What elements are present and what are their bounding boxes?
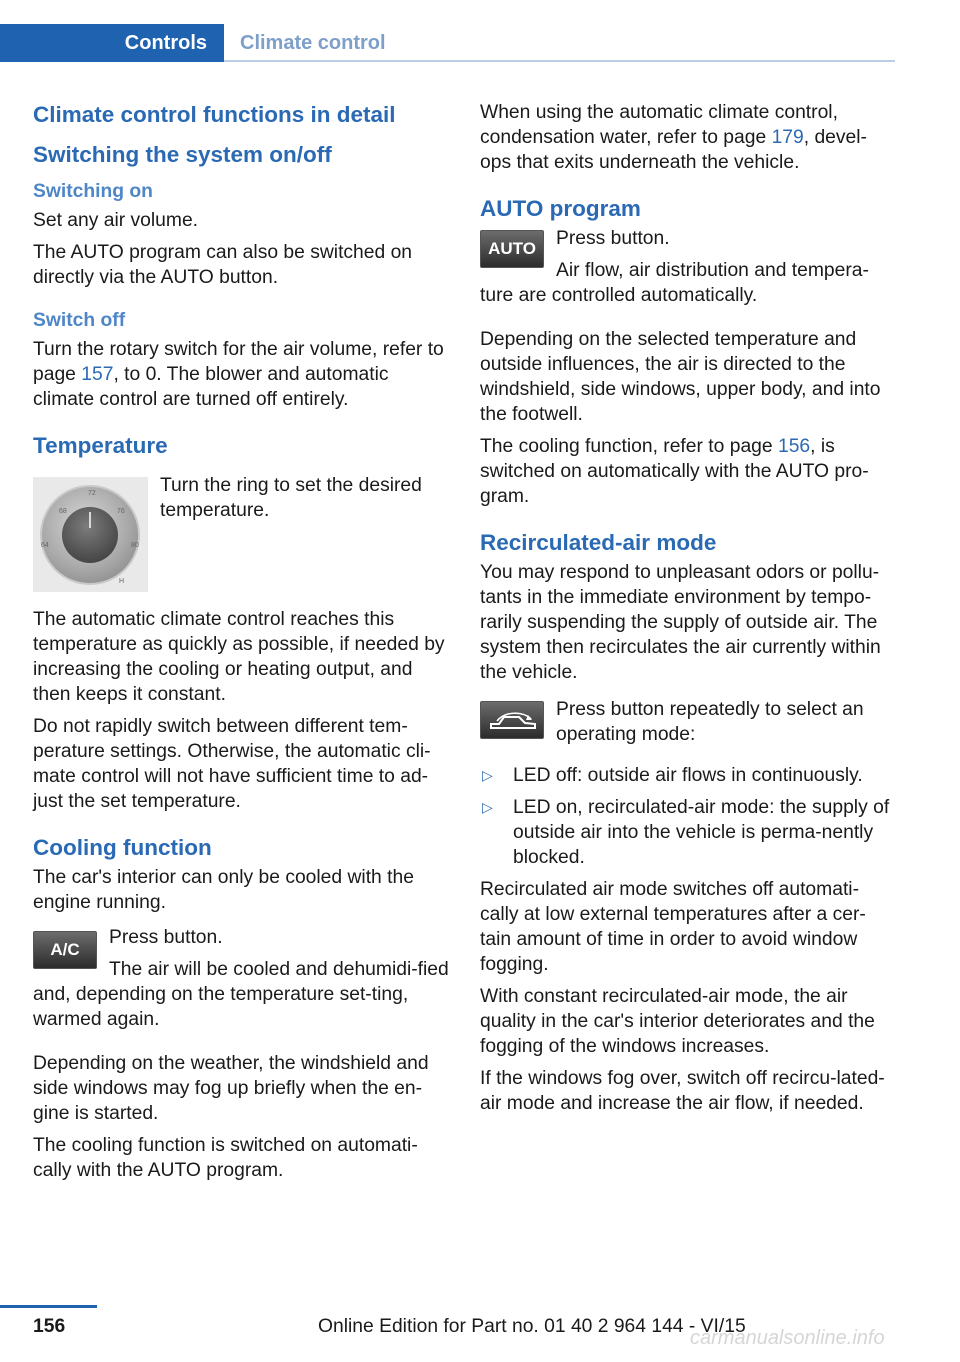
page-link-156[interactable]: 156: [777, 436, 811, 457]
temperature-knob-icon: 72 68 76 64 80 H: [33, 477, 148, 592]
heading-switching-on-off: Switching the system on/off: [33, 142, 332, 167]
heading-auto-program: AUTO program: [480, 196, 641, 221]
text-switch-on-1: Set any air volume.: [33, 210, 199, 231]
list-item: ▷ LED off: outside air flows in continuously.: [482, 765, 863, 786]
text-switch-off: Turn the rotary switch for the air volume, refer to page 157, to 0. The blower and automatic climate control are turned off entirely.: [33, 339, 444, 410]
text-cooling-1: The car's interior can only be cooled with the engine running.: [33, 867, 414, 913]
bullet-triangle-icon: ▷: [482, 767, 493, 783]
text-temperature-icon: Turn the ring to set the desired temperature.: [160, 475, 422, 521]
text-ac-press: Press button.: [109, 927, 223, 948]
heading-temperature: Temperature: [33, 433, 168, 458]
recirc-icon-block: [480, 697, 895, 757]
text-cooling-2: Depending on the weather, the windshield and side windows may fog up briefly when the en‐gine is started.: [33, 1053, 429, 1124]
page-link-157[interactable]: 157: [81, 364, 114, 385]
ac-button-icon: A/C: [33, 931, 97, 969]
left-column: [33, 100, 453, 1190]
edition-info: Online Edition for Part no. 01 40 2 964 144 - VI/15: [318, 1316, 746, 1337]
section-tab-climate-control: Climate control: [224, 24, 895, 62]
subheading-switching-on: Switching on: [33, 181, 153, 202]
heading-recirculated-air: Recirculated-air mode: [480, 530, 717, 555]
text-auto-press: Press button.: [556, 228, 670, 249]
text-temperature-1: The automatic climate control reaches this temperature as quickly as possible, if needed by increasing the cooling or heating output, and then keeps it constant.: [33, 609, 445, 705]
recirc-mode-list: [480, 763, 895, 870]
text-recirc-press: Press button repeatedly to select an operating mode:: [556, 699, 864, 745]
text-recirc-4: If the windows fog over, switch off recircu‐lated-air mode and increase the air flow, if needed.: [480, 1068, 885, 1114]
header-divider: [224, 60, 895, 62]
right-column: [480, 100, 895, 1123]
text-recirc-3: With constant recirculated-air mode, the air quality in the car's interior deteriorates and the fogging of the windows increases.: [480, 986, 875, 1057]
page-header: [0, 24, 895, 62]
text-switch-on-2: The AUTO program can also be switched on directly via the AUTO button.: [33, 242, 413, 288]
text-auto-desc: Air flow, air distribution and tempera‐ture are controlled automatically.: [480, 260, 869, 306]
text-ac-desc: The air will be cooled and dehumidi‐fied and, depending on the temperature set‐ting, warmed again.: [33, 959, 449, 1030]
text-temperature-2: Do not rapidly switch between different tem‐perature settings. Otherwise, the automatic cli‐mate control will not have sufficient time to ad‐just the set temperature.: [33, 716, 431, 812]
footer-divider: [0, 1305, 97, 1308]
bullet-triangle-icon: ▷: [482, 799, 493, 815]
text-recirc-1: You may respond to unpleasant odors or pollu‐tants in the immediate environment by tempo‐rarily suspending the supply of outside air. The system then recirculates the air currently within the vehicle.: [480, 562, 881, 683]
section-tab-controls: Controls: [0, 24, 224, 62]
watermark: carmanualsonline.info: [690, 1327, 885, 1349]
text-recirc-2: Recirculated air mode switches off automati‐cally at low external temperatures after a cer‐tain amount of time in order to avoid window fogging.: [480, 879, 866, 975]
text-cooling-3: The cooling function is switched on automati‐cally with the AUTO program.: [33, 1135, 418, 1181]
recirculation-button-icon: [480, 701, 544, 739]
text-auto-1: Depending on the selected temperature and outside influences, the air is directed to the windshield, side windows, upper body, and into the footwell.: [480, 329, 881, 425]
heading-cooling-function: Cooling function: [33, 835, 212, 860]
ac-icon-block: [33, 925, 453, 1032]
auto-button-icon: AUTO: [480, 230, 544, 268]
auto-icon-block: [480, 226, 895, 308]
text-auto-2: The cooling function, refer to page 156, is switched on automatically with the AUTO pro‐gram.: [480, 436, 869, 507]
heading-climate-functions: Climate control functions in detail: [33, 102, 396, 127]
subheading-switch-off: Switch off: [33, 310, 126, 331]
page-link-179[interactable]: 179: [771, 127, 804, 148]
page-number: 156: [33, 1316, 66, 1337]
temperature-icon-block: [33, 473, 453, 595]
text-condensation: When using the automatic climate control, condensation water, refer to page 179, devel‐ops that exits underneath the vehicle.: [480, 102, 867, 173]
list-item: ▷ LED on, recirculated-air mode: the supply of outside air into the vehicle is perma‐nently blocked.: [482, 797, 890, 868]
